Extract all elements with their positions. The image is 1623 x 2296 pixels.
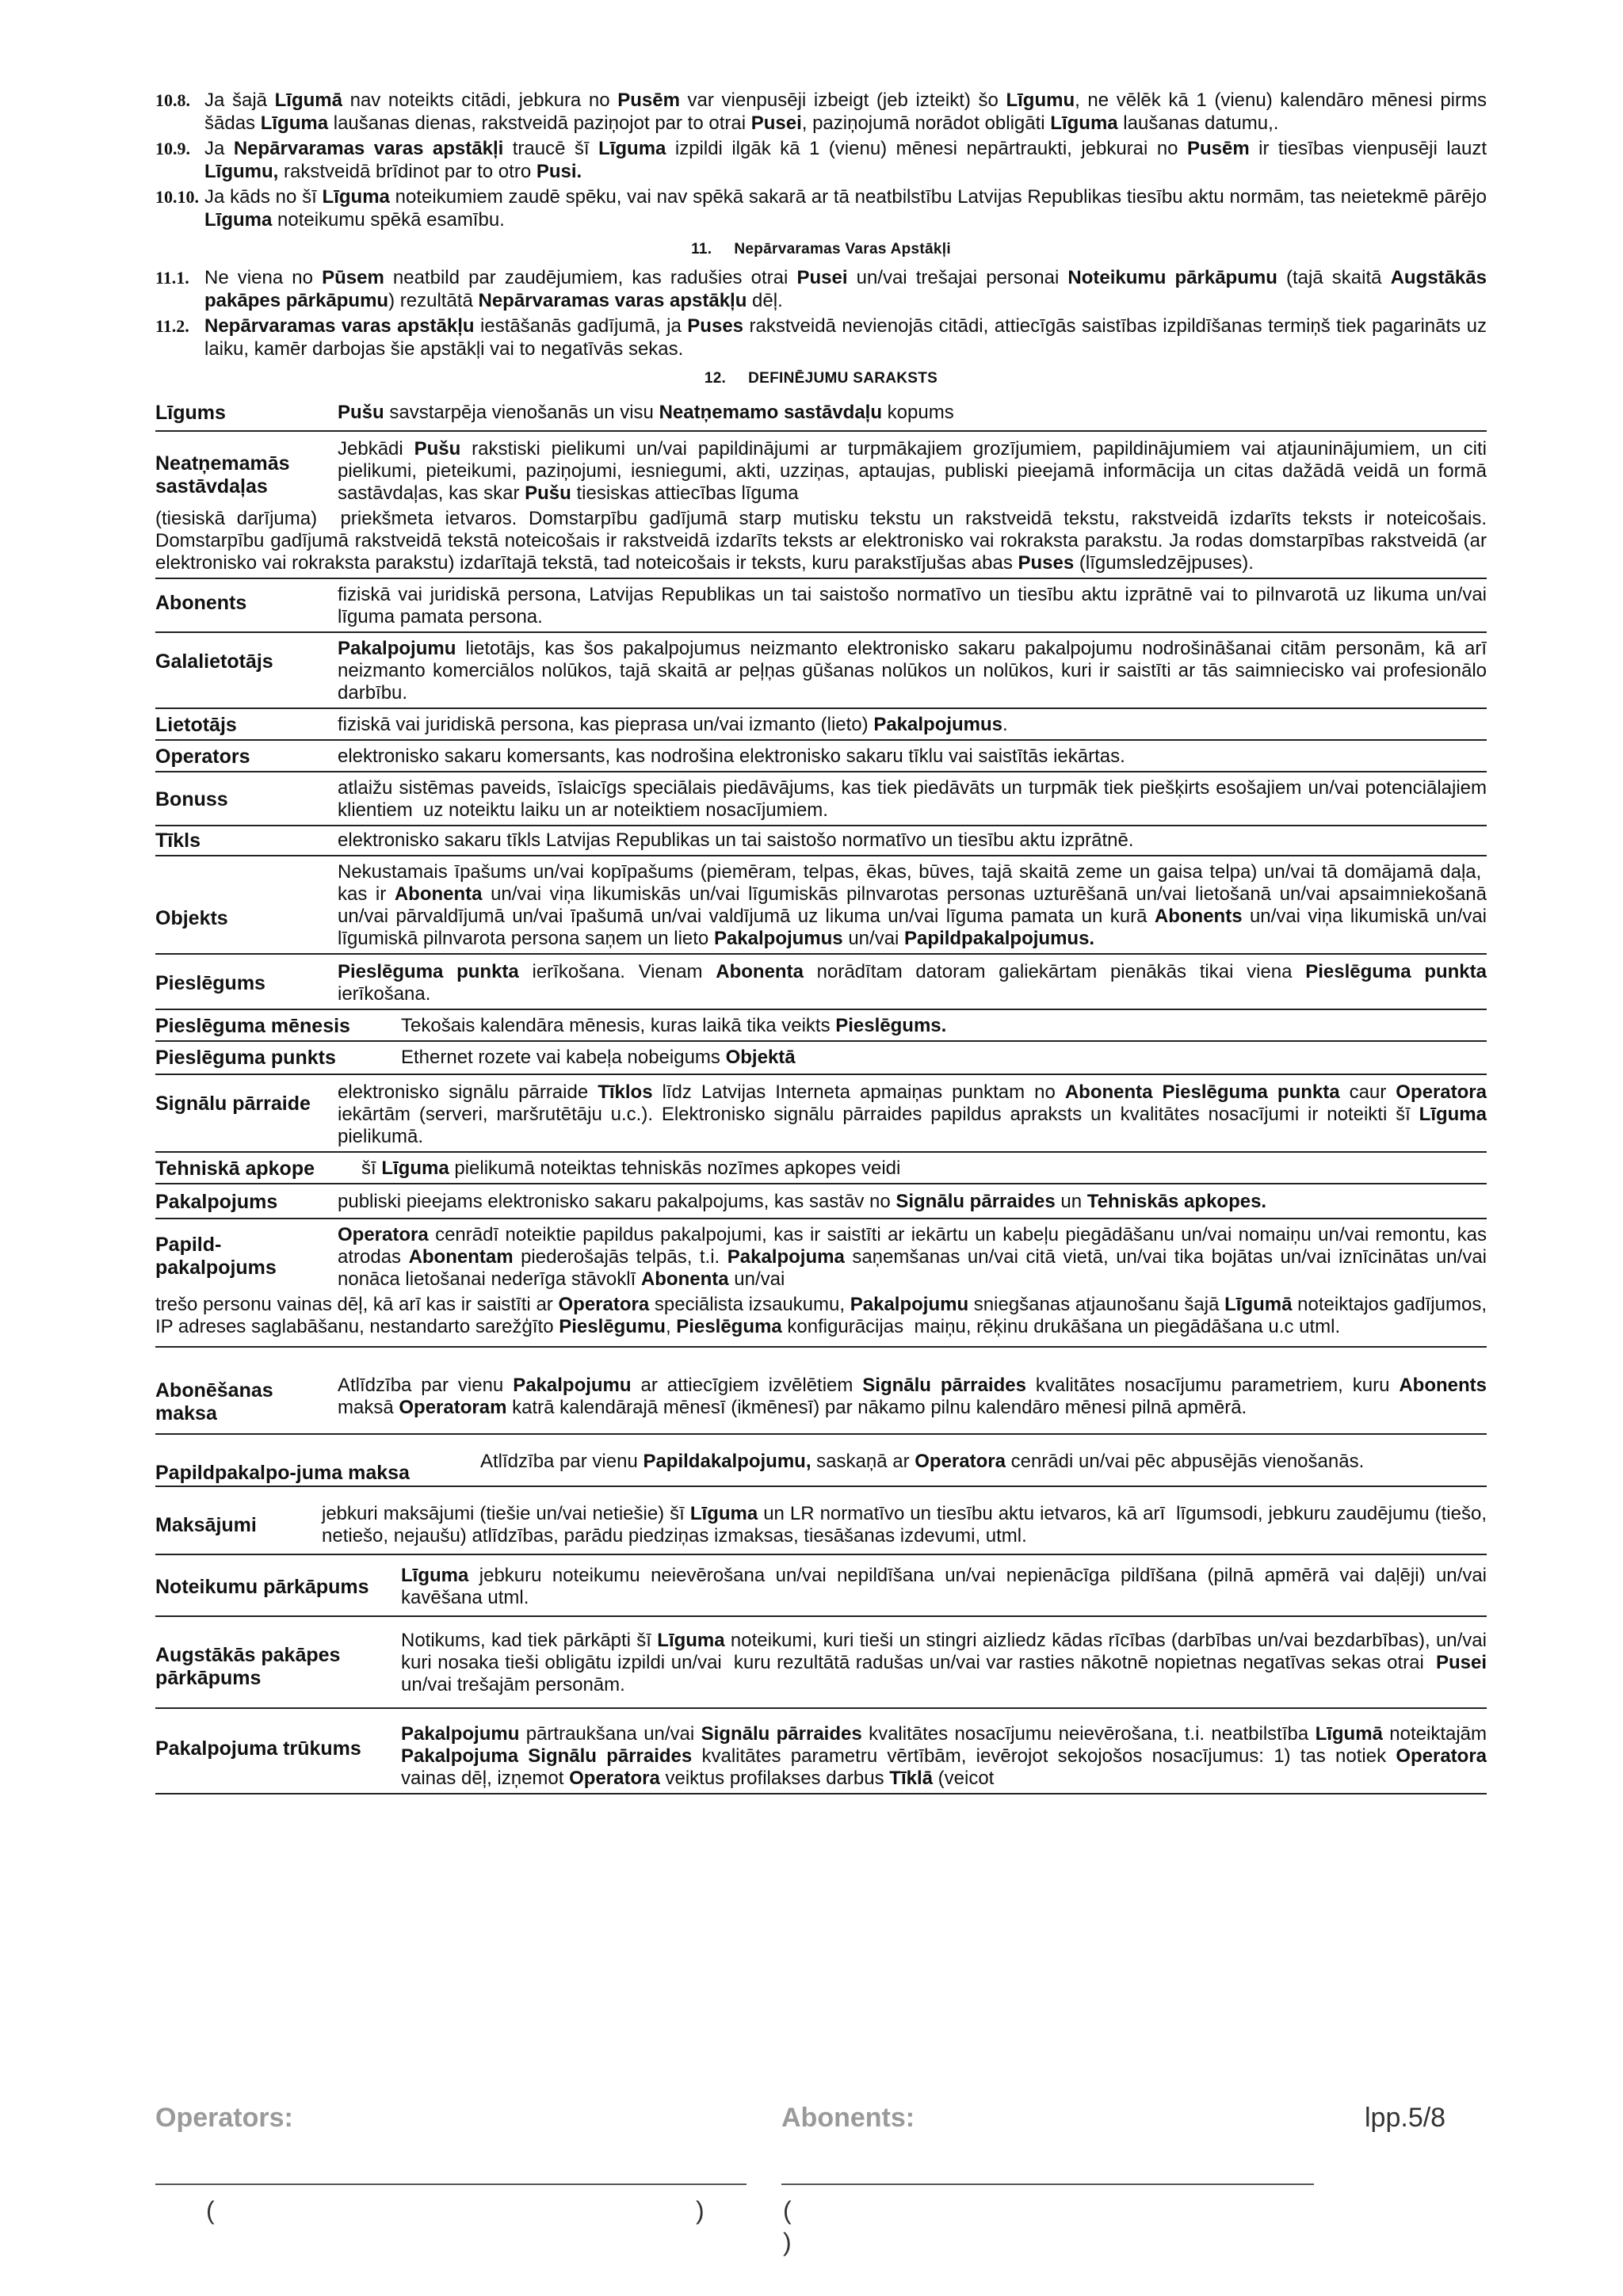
definition-term: Galalietotājs: [155, 650, 273, 673]
definition-papild-pakalpojums: [155, 1219, 1487, 1348]
definition-text: Pakalpojumu pārtraukšana un/vai Signālu pārraides kvalitātes nosacījumu neievērošana, t.i. neatbilstība Līgumā noteiktajām Pakalpojuma Signālu pārraides kvalitātes parametru vērtībām, ievērojot sekojošos nosacījumus: 1) tas notiek Operatora vainas dēļ, izņemot Operatora veiktus profilakses darbus Tīklā (veicot: [401, 1723, 1487, 1789]
definition-text: elektronisko sakaru komersants, kas nodrošina elektronisko sakaru tīklu vai saistītās iekārtas.: [338, 746, 1125, 767]
operator-name-close-paren: ): [696, 2196, 705, 2225]
clauses-section-10: [155, 89, 1487, 231]
definition-operators: [155, 741, 1487, 772]
section-number: 11.: [691, 241, 712, 257]
operators-label: Operators:: [155, 2103, 293, 2133]
definition-objekts: [155, 856, 1487, 955]
definition-signalu-parraide: [155, 1075, 1487, 1153]
definition-term: Pieslēguma mēnesis: [155, 1015, 350, 1037]
definition-text: atlaižu sistēmas paveids, īslaicīgs speciālais piedāvājums, kas tiek piedāvāts un turpmāk tiek piešķirts esošajiem un/vai potenciālajiem klientiem uz noteiktu laiku un ar noteiktiem nosacījumiem.: [338, 777, 1487, 821]
definition-text-continued: (tiesiskā darījuma) priekšmeta ietvaros. Domstarpību gadījumā starp mutisku tekstu un rakstveidā tekstu, rakstveidā izdarīts teksts ir noteicošais. Domstarpību gadījumā rakstveidā tekstā noteicošais ir rakstveidā izdarīts teksts ar elektronisko vai rokraksta parakstu. Ja rodas domstarpības rakstveidā (ar elektronisko vai rokraksta parakstu) izdarītajā tekstā, tad noteicošais ir teksts, kuru parakstījušas abas Puses (līgumsledzējpuses).: [155, 508, 1487, 574]
clause-10-10: [155, 185, 1487, 231]
definition-text: fiziskā vai juridiskā persona, Latvijas Republikas un tai saistošo normatīvo un tiesību aktu izprātnē vai to pilnvarotā uz likuma un/vai līguma pamata persona.: [338, 584, 1487, 627]
definition-text: šī Līguma pielikumā noteiktas tehniskās nozīmes apkopes veidi: [361, 1158, 901, 1179]
clause-text: Ja Nepārvaramas varas apstākļi traucē šī Līguma izpildi ilgāk kā 1 (vienu) mēnesi nepārtraukti, jebkurai no Pusēm ir tiesības vienpusēji lauzt Līgumu, rakstveidā brīdinot par to otro Pusi.: [204, 138, 1487, 182]
clause-11-1: [155, 266, 1487, 312]
section-12-heading: [155, 370, 1487, 387]
definition-neatnemamas-sastavdalas: [155, 432, 1487, 579]
definition-noteikumu-parkapums: [155, 1555, 1487, 1617]
clause-10-9: [155, 137, 1487, 183]
page-number: lpp.5/8: [1365, 2103, 1446, 2133]
clause-number: 11.2.: [155, 316, 189, 336]
section-11-heading: [155, 241, 1487, 258]
abonent-signature-line: [781, 2183, 1314, 2185]
definition-pakalpojums: [155, 1184, 1487, 1219]
operator-name-open-paren: (: [206, 2196, 215, 2225]
definition-term: Maksājumi: [155, 1514, 257, 1536]
clauses-section-11: [155, 266, 1487, 360]
section-title: DEFINĒJUMU SARAKSTS: [748, 370, 938, 387]
definition-text: Atlīdzība par vienu Pakalpojumu ar attiecīgiem izvēlētiem Signālu pārraides kvalitātes nosacījumu parametriem, kuru Abonents maksā Operatoram katrā kalendārajā mēnesī (ikmēnesī) par nākamo pilnu kalendāro mēnesi pilnā apmērā.: [338, 1375, 1487, 1418]
definition-abonents: [155, 579, 1487, 633]
definition-text: Operatora cenrādī noteiktie papildus pakalpojumi, kas ir saistīti ar iekārtu un kabeļu piegādāšanu un/vai nomaiņu un/vai remontu, kas atrodas Abonentam piederošajās telpās, t.i. Pakalpojuma saņemšanas un/vai citā vietā, un/vai tika bojātas un/vai iznīcinātas un/vai nonāca lietošanai nederīga stāvoklī Abonenta un/vai: [338, 1224, 1487, 1290]
definition-text: Notikums, kad tiek pārkāpti šī Līguma noteikumi, kuri tieši un stingri aizliedz kādas rīcības (darbības un/vai bezdarbības), un/vai kuri nosaka tieši obligātu izpildi un/vai kuru rezultātā radušas un/vai var rasties nākotnē nopietnas negatīvas sekas otrai Pusei un/vai trešajām personām.: [401, 1630, 1487, 1695]
section-title: Nepārvaramas Varas Apstākļi: [734, 241, 951, 257]
definition-term: Papildpakalpo-juma maksa: [155, 1462, 410, 1484]
definition-text: jebkuri maksājumi (tiešie un/vai netiešie) šī Līguma un LR normatīvo un tiesību aktu ietvaros, kā arī līgumsodi, jebkuru zaudējumu (tiešo, netiešo, nejaušu) atlīdzības, parādu piedziņas izmaksas, tiesāšanas izdevumi, utml.: [322, 1503, 1487, 1547]
definition-abonesanas-maksa: [155, 1348, 1487, 1435]
definition-tikls: [155, 826, 1487, 856]
definition-text: Pieslēguma punkta ierīkošana. Vienam Abonenta norādītam datoram galiekārtam pienākās tikai viena Pieslēguma punkta ierīkošana.: [338, 961, 1487, 1005]
clause-11-2: [155, 315, 1487, 360]
clause-text: Ne viena no Pūsem neatbild par zaudējumiem, kas radušies otrai Pusei un/vai trešajai personai Noteikumu pārkāpumu (tajā skaitā Augstākās pakāpes pārkāpumu) rezultātā Nepārvaramas varas apstākļu dēļ.: [204, 267, 1487, 311]
definition-text: Līguma jebkuru noteikumu neievērošana un/vai nepildīšana un/vai nepienācīga pildīšana (pilnā apmērā vai daļēji) un/vai kavēšana utml.: [401, 1565, 1487, 1608]
definition-term: Tīkls: [155, 830, 200, 852]
definition-term: Pakalpojuma trūkums: [155, 1737, 361, 1760]
definition-piesleguma-punkts: [155, 1042, 1487, 1075]
definition-term: Lietotājs: [155, 714, 237, 736]
abonent-name-open-paren: (: [783, 2196, 792, 2225]
definition-tehniska-apkope: [155, 1153, 1487, 1184]
clause-10-8: [155, 89, 1487, 135]
definition-text: Pakalpojumu lietotājs, kas šos pakalpojumus neizmanto elektronisko sakaru pakalpojumu nodrošināšanai citām personām, kā arī neizmanto komerciālos nolūkos, tajā skaitā ar peļņas gūšanas nolūkos un nolūkos, kuri ir saistīti ar tās saimniecisko vai profesionālo darbību.: [338, 638, 1487, 704]
definition-piesleguma-menesis: [155, 1010, 1487, 1042]
definition-lietotajs: [155, 709, 1487, 741]
definition-term: Augstākās pakāpes pārkāpums: [155, 1644, 341, 1689]
definition-text: Atlīdzība par vienu Papildakalpojumu, saskaņā ar Operatora cenrādi un/vai pēc abpusējās vienošanās.: [480, 1451, 1365, 1472]
clause-number: 10.10.: [155, 187, 199, 207]
definition-augstakas-pakapes-parkapums: [155, 1617, 1487, 1709]
definition-papildpakalpo-juma-maksa: [155, 1435, 1487, 1487]
clause-text: Nepārvaramas varas apstākļu iestāšanās gadījumā, ja Puses rakstveidā nevienojās citādi, attiecīgās saistības izpildīšanas termiņš tiek pagarināts uz laiku, kamēr darbojas šie apstākļi vai to negatīvās sekas.: [204, 315, 1487, 360]
definition-term: Bonuss: [155, 788, 228, 810]
definition-text: Tekošais kalendāra mēnesis, kuras laikā tika veikts Pieslēgums.: [401, 1015, 947, 1036]
definition-term: Pieslēgums: [155, 972, 265, 994]
definition-bonuss: [155, 772, 1487, 826]
definition-ligums: [155, 395, 1487, 432]
definition-term: Operators: [155, 746, 250, 768]
clause-number: 11.1.: [155, 268, 189, 288]
definition-text-continued: trešo personu vainas dēļ, kā arī kas ir saistīti ar Operatora speciālista izsaukumu, Pakalpojumu sniegšanas atjaunošanu šajā Līgumā noteiktajos gadījumos, IP adreses saglabāšanu, nestandarto sarežģīto Pieslēgumu, Pieslēguma konfigurācijas maiņu, rēķinu drukāšana un piegādāšana u.c utml.: [155, 1294, 1487, 1337]
definition-text: Nekustamais īpašums un/vai kopīpašums (piemēram, telpas, ēkas, būves, tajā skaitā zeme un gaisa telpa) un/vai tā domājamā daļa, kas ir Abonenta un/vai viņa likumiskās un/vai līgumiskās pilnvarotas personas uzturēšanā un/vai lietošanā un/vai apsaimniekošanā un/vai pārvaldījumā un/vai īpašumā un/vai valdījumā uz likuma un/vai līguma pamata un kurā Abonents un/vai viņa likumiskā un/vai līgumiskā pilnvarota persona saņem un lieto Pakalpojumus un/vai Papildpakalpojumus.: [338, 861, 1487, 949]
clause-number: 10.9.: [155, 139, 190, 158]
definition-term: Tehniskā apkope: [155, 1158, 315, 1180]
operator-signature-line: [155, 2183, 747, 2185]
definition-term: Objekts: [155, 907, 228, 929]
definition-maksajumi: [155, 1487, 1487, 1555]
clause-number: 10.8.: [155, 90, 190, 110]
definition-term: Abonents: [155, 592, 247, 614]
definition-text: fiziskā vai juridiskā persona, kas pieprasa un/vai izmanto (lieto) Pakalpojumus.: [338, 714, 1008, 735]
definition-pakalpojuma-trukums: [155, 1709, 1487, 1794]
section-number: 12.: [704, 370, 727, 387]
definition-term: Pakalpojums: [155, 1191, 278, 1213]
definition-text: Pušu savstarpēja vienošanās un visu Neatņemamo sastāvdaļu kopums: [338, 402, 954, 423]
contract-page: [155, 89, 1487, 1794]
definition-text: elektronisko signālu pārraide Tīklos līdz Latvijas Interneta apmaiņas punktam no Abonenta Pieslēguma punkta caur Operatora iekārtām (serveri, maršrutētāju u.c.). Elektronisko signālu pārraides papildus apraksts un kvalitātes nosacījumi ir noteikti šī Līguma pielikumā.: [338, 1081, 1487, 1147]
clause-text: Ja kāds no šī Līguma noteikumiem zaudē spēku, vai nav spēkā sakarā ar tā neatbilstību Latvijas Republikas tiesību aktu normām, tas neietekmē pārējo Līguma noteikumu spēkā esamību.: [204, 186, 1487, 231]
definition-term: Neatņemamās sastāvdaļas: [155, 452, 290, 498]
definition-galalietotajs: [155, 633, 1487, 709]
clause-text: Ja šajā Līgumā nav noteikts citādi, jebkura no Pusēm var vienpusēji izbeigt (jeb izteikt) šo Līgumu, ne vēlēk kā 1 (vienu) kalendāro mēnesi pirms šādas Līguma laušanas dienas, rakstveidā paziņojot par to otrai Pusei, paziņojumā norādot obligāti Līguma laušanas datumu,.: [204, 90, 1487, 134]
definition-term: Noteikumu pārkāpums: [155, 1576, 369, 1598]
definition-term: Signālu pārraide: [155, 1093, 311, 1115]
definition-term: Abonēšanas maksa: [155, 1379, 273, 1425]
definition-term: Līgums: [155, 402, 226, 424]
definitions-list: [155, 395, 1487, 1794]
definition-text: publiski pieejams elektronisko sakaru pakalpojums, kas sastāv no Signālu pārraides un Tehniskās apkopes.: [338, 1191, 1267, 1212]
definition-term: Papild-pakalpojums: [155, 1234, 277, 1279]
definition-term: Pieslēguma punkts: [155, 1047, 336, 1069]
definition-text: elektronisko sakaru tīkls Latvijas Republikas un tai saistošo normatīvo un tiesību aktu izprātnē.: [338, 830, 1134, 851]
abonents-label: Abonents:: [781, 2103, 915, 2133]
definition-pieslegums: [155, 955, 1487, 1010]
abonent-name-close-paren: ): [783, 2228, 792, 2256]
definition-text: Jebkādi Pušu rakstiski pielikumi un/vai papildinājumi ar turpmākajiem grozījumiem, papildinājumiem vai atjauninājumiem, un citi pielikumi, pieteikumi, paziņojumi, iesniegumi, akti, uzziņas, aptaujas, publiski pieejamā informācija un citas dažādā veidā un formā sastāvdaļas, kas skar Pušu tiesiskas attiecības līguma: [338, 438, 1487, 504]
definition-text: Ethernet rozete vai kabeļa nobeigums Objektā: [401, 1047, 796, 1068]
